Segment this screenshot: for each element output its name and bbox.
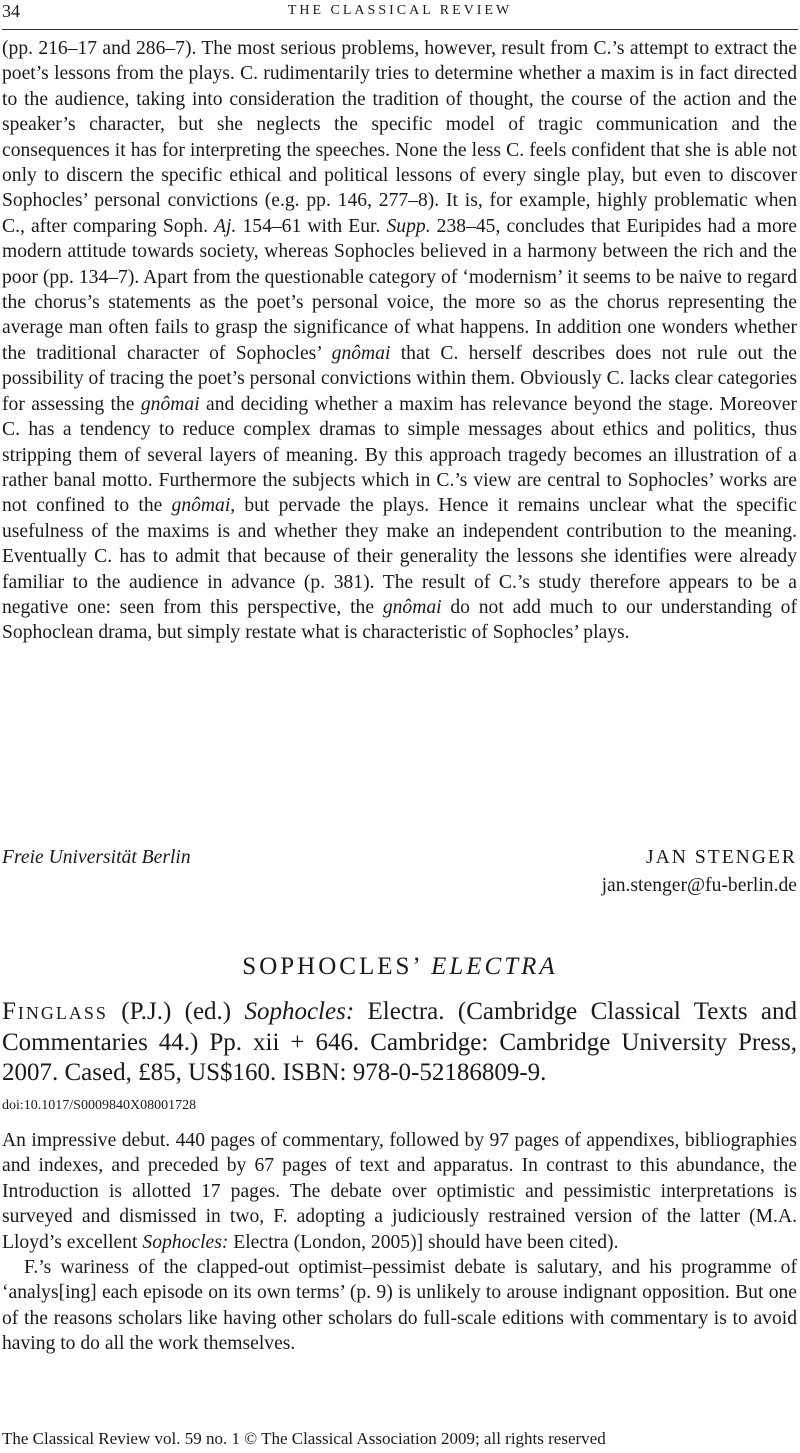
review-heading: SOPHOCLES’ ELECTRA: [242, 953, 558, 980]
reviewer-name: JAN STENGER: [646, 847, 797, 868]
running-header: [2, 0, 798, 24]
paragraph: An impressive debut. 440 pages of commentary, followed by 97 pages of appendixes, bibliographies and indexes, and preceded by 67 pages of text and apparatus. In contrast to this abundance, the Introduction is allotted 17 pages. The debate over optimistic and pessimistic interpretations is surveyed and dismissed in two, F. adopting a judiciously restrained version of the latter (M.A. Lloyd’s excellent Sophocles: Electra (London, 2005)] should have been cited).: [2, 1130, 797, 1253]
affiliation: Freie Universität Berlin: [2, 847, 191, 868]
review-finglass-text: [2, 1128, 797, 1357]
review-stenger-text: [2, 36, 797, 646]
page-number: 34: [2, 1, 20, 21]
copyright-footer: The Classical Review vol. 59 no. 1 © The Classical Association 2009; all rights reserved: [2, 1429, 606, 1448]
header-rule: [2, 29, 798, 30]
bibliographic-entry: Finglass (P.J.) (ed.) Sophocles: Electra. (Cambridge Classical Texts and Commentaries 44.) Pp. xii + 646. Cambridge: Cambridge University Press, 2007. Cased, £85, US$160. ISBN: 978-0-52186809-9.: [2, 998, 797, 1086]
book-author: Finglass: [2, 998, 108, 1025]
doi: doi:10.1017/S0009840X08001728: [2, 1098, 197, 1113]
paragraph: F.’s wariness of the clapped-out optimist–pessimist debate is salutary, and his programme of ‘analys[ing] each episode on its own terms’ (p. 9) is unlikely to arouse indignant opposition. But one of the reasons scholars like having other scholars do full-scale editions with commentary is to avoid having to do all the work themselves.: [2, 1257, 797, 1355]
reviewer-email: jan.stenger@fu-berlin.de: [601, 875, 797, 896]
journal-title: THE CLASSICAL REVIEW: [287, 3, 513, 18]
paragraph: (pp. 216–17 and 286–7). The most serious problems, however, result from C.’s attempt to extract the poet’s lessons from the plays. C. rudimentarily tries to determine whether a maxim is in fact directed to the audience, taking into consideration the tradition of thought, the course of the action and the speaker’s character, but she neglects the specific model of tragic communication and the consequences it has for interpreting the speeches. None the less C. feels confident that she is able not only to discern the specific ethical and political lessons of every single play, but even to discover Sophocles’ personal convictions (e.g. pp. 146, 277–8). It is, for example, highly problematic when C., after comparing Soph. Aj. 154–61 with Eur. Supp. 238–45, concludes that Euripides had a more modern attitude towards society, whereas Sophocles believed in a harmony between the rich and the poor (pp. 134–7). Apart from the questionable category of ‘modernism’ it seems to be naive to regard the chorus’s statements as the poet’s personal voice, the more so as the chorus representing the average man often fails to grasp the significance of what happens. In addition one wonders whether the traditional character of Sophocles’ gnômai that C. herself describes does not rule out the possibility of tracing the poet’s personal convictions within them. Obviously C. lacks clear categories for assessing the gnômai and deciding whether a maxim has relevance beyond the stage. Moreover C. has a tendency to reduce complex dramas to simple messages about ethics and politics, thus stripping them of several layers of meaning. By this approach tragedy becomes an illustration of a rather banal motto. Furthermore the subjects which in C.’s view are central to Sophocles’ works are not confined to the gnômai, but pervade the plays. Hence it remains unclear what the specific usefulness of the maxims is and whether they make an independent contribution to the meaning. Eventually C. has to admit that because of their generality the lessons she identifies were already familiar to the audience in advance (p. 381). The result of C.’s study therefore appears to be a negative one: seen from this perspective, the gnômai do not add much to our understanding of Sophoclean drama, but simply restate what is characteristic of Sophocles’ plays.: [2, 38, 798, 644]
